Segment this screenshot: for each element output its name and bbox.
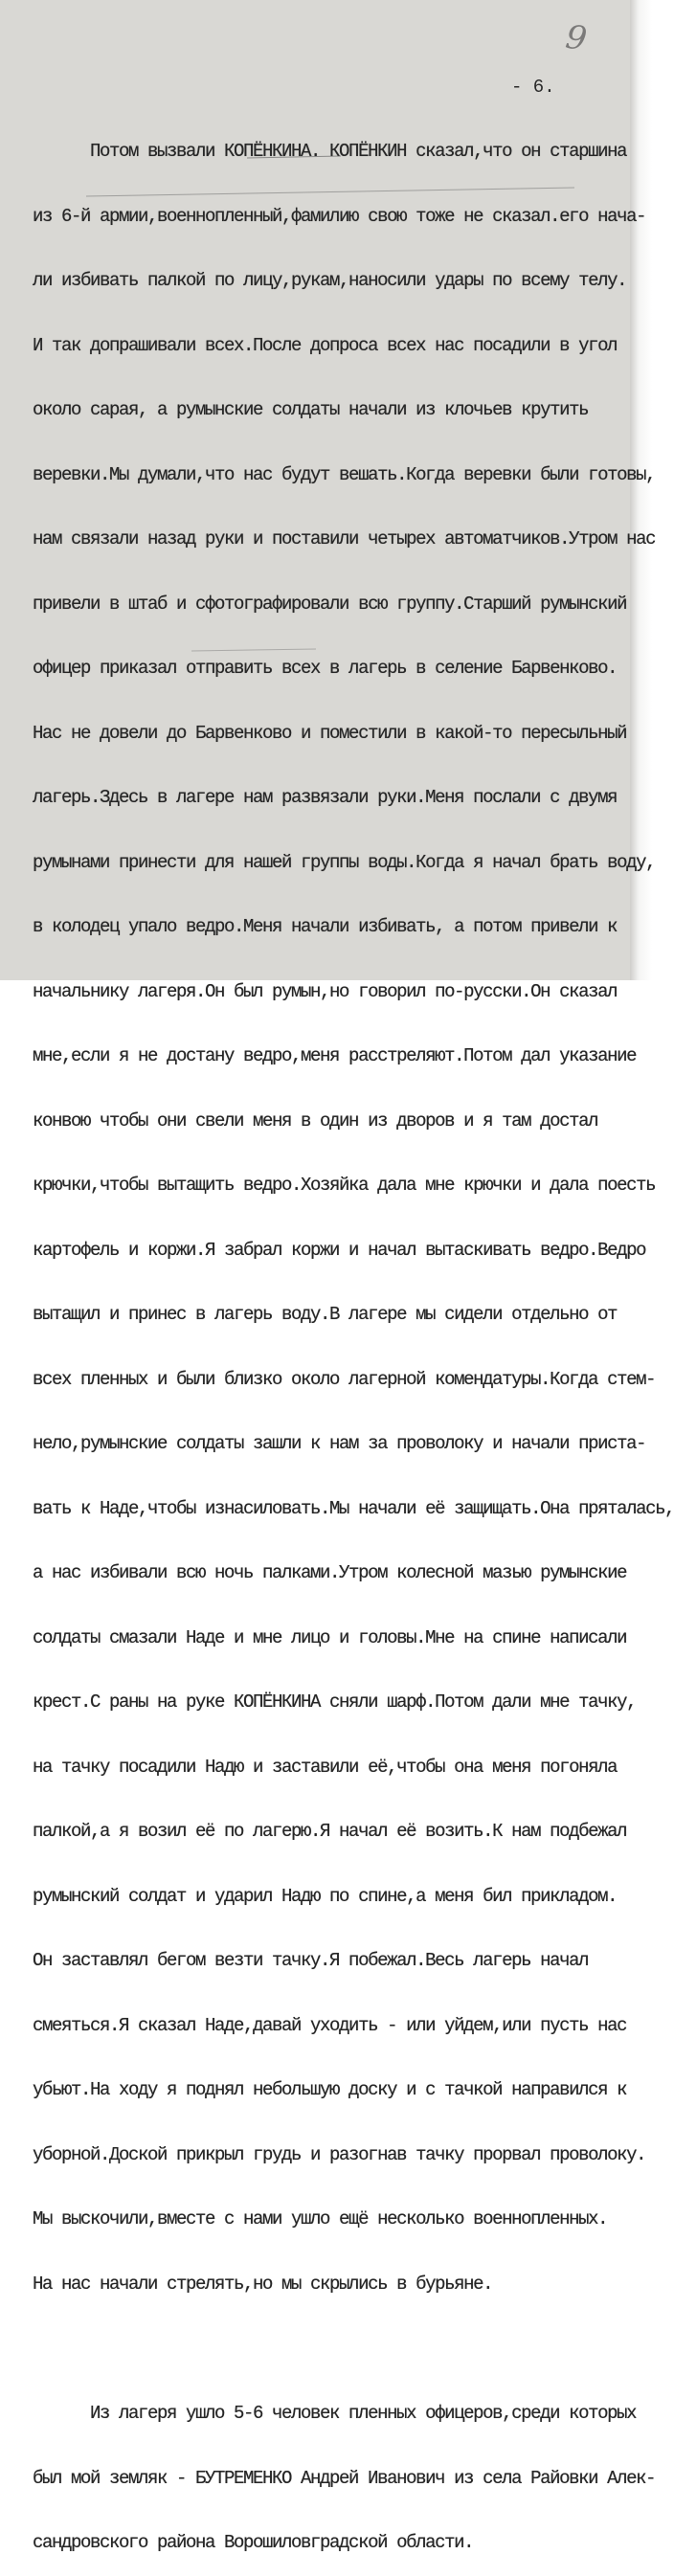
text-line: И так допрашивали всех.После допроса всех нас посадили в угол <box>33 334 618 356</box>
page-number: - 6. <box>511 77 555 98</box>
text-line: нам связали назад руки и поставили четырех автоматчиков.Утром нас <box>33 528 656 549</box>
text-line: всех пленных и были близко около лагерной комендатуры.Когда стем- <box>33 1368 656 1390</box>
text-line: Он заставлял бегом везти тачку.Я побежал.Весь лагерь начал <box>33 1950 589 1971</box>
text-line: привели в штаб и сфотографировали всю группу.Старший румынский <box>33 593 627 615</box>
text-line: вать к Наде,чтобы изнасиловать.Мы начали её защищать.Она пряталась, <box>33 1497 674 1519</box>
text-line: ли избивать палкой по лицу,рукам,наносили удары по всему телу. <box>33 270 627 291</box>
text-line: солдаты смазали Наде и мне лицо и головы.Мне на спине написали <box>33 1626 627 1648</box>
text-line: картофель и коржи.Я забрал коржи и начал вытаскивать ведро.Ведро <box>33 1239 646 1261</box>
text-line: крест.С раны на руке КОПЁНКИНА сняли шарф.Потом дали мне тачку, <box>33 1691 637 1713</box>
text-line: лагерь.Здесь в лагере нам развязали руки.Меня послали с двумя <box>33 787 618 808</box>
text-line: был мой земляк - БУТРЕМЕНКО Андрей Иванович из села Райовки Алек- <box>33 2467 656 2489</box>
text-line: на тачку посадили Надю и заставили её,чтобы она меня погоняла <box>33 1756 618 1778</box>
text-line: начальнику лагеря.Он был румын,но говорил по-русски.Он сказал <box>33 980 618 1002</box>
text-line: Мы выскочили,вместе с нами ушло ещё несколько военнопленных. <box>33 2208 608 2229</box>
text-line: офицер приказал отправить всех в лагерь в селение Барвенково. <box>33 658 618 679</box>
document-body <box>33 99 674 2576</box>
paragraph-gap <box>33 2338 674 2361</box>
text-line: На нас начали стрелять,но мы скрылись в бурьяне. <box>33 2273 493 2295</box>
text-line: нело,румынские солдаты зашли к нам за проволоку и начали приста- <box>33 1433 646 1454</box>
text-line: уборной.Доской прикрыл грудь и разогнав тачку прорвал проволоку. <box>33 2143 646 2165</box>
text-line: мне,если я не достану ведро,меня расстреляют.Потом дал указание <box>33 1045 637 1066</box>
text-line: Потом вызвали КОПЁНКИНА. КОПЁНКИН сказал,что он старшина <box>33 141 627 162</box>
text-line: румынский солдат и ударил Надю по спине,а меня бил прикладом. <box>33 1885 618 1907</box>
text-line: палкой,а я возил её по лагерю.Я начал её возить.К нам подбежал <box>33 1821 627 1842</box>
text-line: а нас избивали всю ночь палками.Утром колесной мазью румынские <box>33 1562 627 1583</box>
archive-page-number: 9 <box>563 17 590 59</box>
text-line: из 6-й армии,военнопленный,фамилию свою тоже не сказал.его нача- <box>33 205 646 227</box>
text-line: в колодец упало ведро.Меня начали избивать, а потом привели к <box>33 916 618 937</box>
text-line: Из лагеря ушло 5-6 человек пленных офицеров,среди которых <box>33 2403 637 2424</box>
text-line: крючки,чтобы вытащить ведро.Хозяйка дала мне крючки и дала поесть <box>33 1175 656 1196</box>
text-line: румынами принести для нашей группы воды.Когда я начал брать воду, <box>33 851 656 873</box>
text-line: веревки.Мы думали,что нас будут вешать.Когда веревки были готовы, <box>33 463 656 485</box>
text-line: сандровского района Ворошиловградской области. <box>33 2532 474 2553</box>
text-line: Нас не довели до Барвенково и поместили в какой-то пересыльный <box>33 722 627 744</box>
text-line: убьют.На ходу я поднял небольшую доску и с тачкой направился к <box>33 2079 627 2100</box>
text-line: смеяться.Я сказал Наде,давай уходить - или уйдем,или пусть нас <box>33 2014 627 2036</box>
text-line: около сарая, а румынские солдаты начали из клочьев крутить <box>33 399 589 420</box>
text-line: вытащил и принес в лагерь воду.В лагере мы сидели отдельно от <box>33 1304 618 1325</box>
text-line: конвою чтобы они свели меня в один из дворов и я там достал <box>33 1109 598 1131</box>
